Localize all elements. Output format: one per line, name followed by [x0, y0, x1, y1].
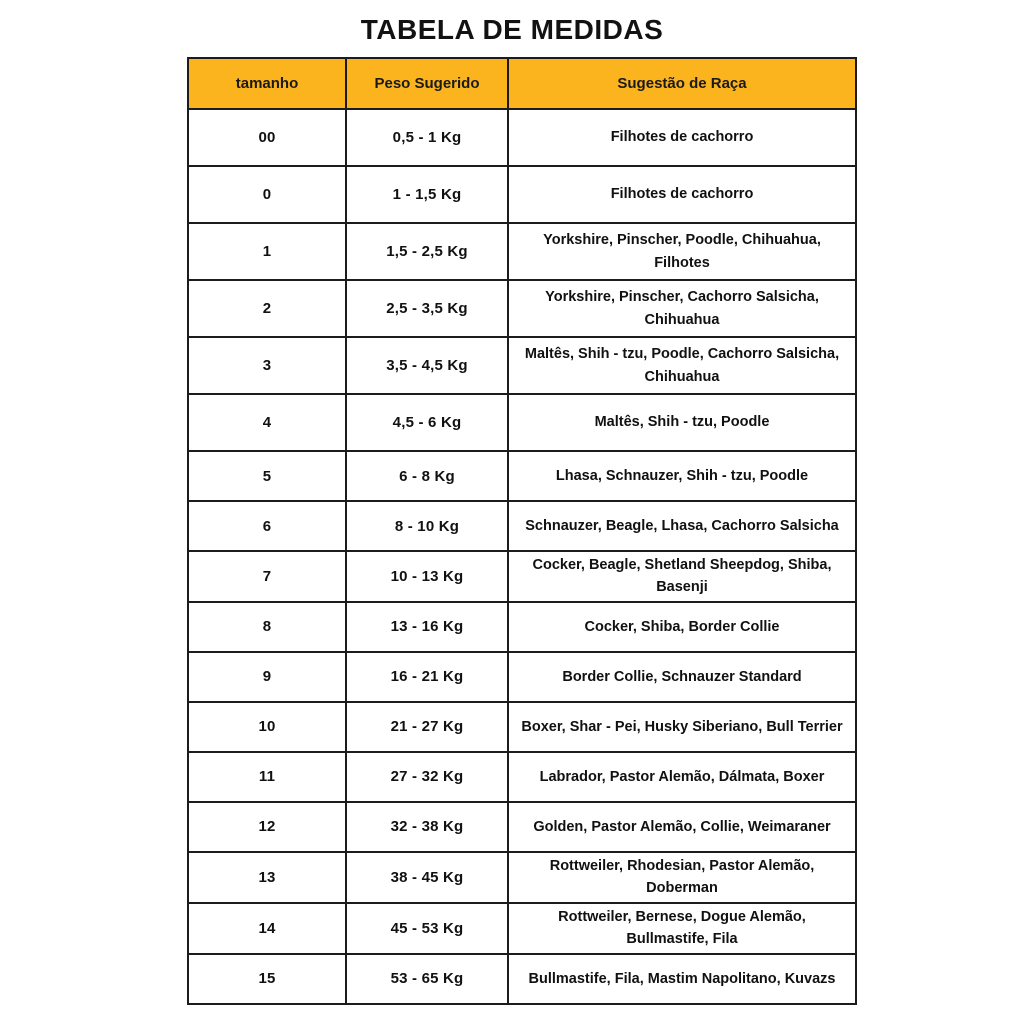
breeds-cell: Border Collie, Schnauzer Standard [508, 652, 856, 702]
header-row [188, 58, 856, 109]
weight-cell: 32 - 38 Kg [346, 802, 508, 852]
table-row [188, 223, 856, 280]
size-cell: 15 [188, 954, 346, 1004]
size-cell: 00 [188, 109, 346, 166]
weight-cell: 4,5 - 6 Kg [346, 394, 508, 451]
size-cell: 7 [188, 551, 346, 602]
size-cell: 1 [188, 223, 346, 280]
breeds-cell: Filhotes de cachorro [508, 166, 856, 223]
table-row [188, 852, 856, 903]
breeds-cell: Cocker, Shiba, Border Collie [508, 602, 856, 652]
table-row [188, 166, 856, 223]
breeds-cell: Labrador, Pastor Alemão, Dálmata, Boxer [508, 752, 856, 802]
weight-cell: 6 - 8 Kg [346, 451, 508, 501]
weight-cell: 45 - 53 Kg [346, 903, 508, 954]
weight-cell: 3,5 - 4,5 Kg [346, 337, 508, 394]
table-row [188, 652, 856, 702]
size-cell: 6 [188, 501, 346, 551]
table-row [188, 280, 856, 337]
weight-cell: 27 - 32 Kg [346, 752, 508, 802]
breeds-cell: Bullmastife, Fila, Mastim Napolitano, Kuvazs [508, 954, 856, 1004]
table-row [188, 451, 856, 501]
table-row [188, 337, 856, 394]
breeds-cell: Rottweiler, Rhodesian, Pastor Alemão, Doberman [508, 852, 856, 903]
weight-cell: 38 - 45 Kg [346, 852, 508, 903]
weight-cell: 53 - 65 Kg [346, 954, 508, 1004]
column-header-weight: Peso Sugerido [346, 58, 508, 109]
size-cell: 4 [188, 394, 346, 451]
weight-cell: 21 - 27 Kg [346, 702, 508, 752]
breeds-cell: Golden, Pastor Alemão, Collie, Weimaraner [508, 802, 856, 852]
breeds-cell: Boxer, Shar - Pei, Husky Siberiano, Bull Terrier [508, 702, 856, 752]
size-cell: 3 [188, 337, 346, 394]
size-cell: 9 [188, 652, 346, 702]
weight-cell: 8 - 10 Kg [346, 501, 508, 551]
table-row [188, 394, 856, 451]
breeds-cell: Maltês, Shih - tzu, Poodle, Cachorro Salsicha, Chihuahua [508, 337, 856, 394]
size-cell: 0 [188, 166, 346, 223]
table-row [188, 802, 856, 852]
table-row [188, 702, 856, 752]
weight-cell: 13 - 16 Kg [346, 602, 508, 652]
table-row [188, 602, 856, 652]
size-cell: 10 [188, 702, 346, 752]
weight-cell: 0,5 - 1 Kg [346, 109, 508, 166]
size-cell: 11 [188, 752, 346, 802]
breeds-cell: Yorkshire, Pinscher, Cachorro Salsicha, Chihuahua [508, 280, 856, 337]
size-cell: 12 [188, 802, 346, 852]
weight-cell: 1,5 - 2,5 Kg [346, 223, 508, 280]
column-header-size: tamanho [188, 58, 346, 109]
size-cell: 8 [188, 602, 346, 652]
weight-cell: 1 - 1,5 Kg [346, 166, 508, 223]
breeds-cell: Yorkshire, Pinscher, Poodle, Chihuahua, Filhotes [508, 223, 856, 280]
breeds-cell: Lhasa, Schnauzer, Shih - tzu, Poodle [508, 451, 856, 501]
breeds-cell: Filhotes de cachorro [508, 109, 856, 166]
size-cell: 2 [188, 280, 346, 337]
size-cell: 14 [188, 903, 346, 954]
size-cell: 13 [188, 852, 346, 903]
table-row [188, 954, 856, 1004]
weight-cell: 2,5 - 3,5 Kg [346, 280, 508, 337]
breeds-cell: Cocker, Beagle, Shetland Sheepdog, Shiba, Basenji [508, 551, 856, 602]
breeds-cell: Schnauzer, Beagle, Lhasa, Cachorro Salsicha [508, 501, 856, 551]
table-row [188, 501, 856, 551]
table-row [188, 551, 856, 602]
weight-cell: 10 - 13 Kg [346, 551, 508, 602]
page-title: TABELA DE MEDIDAS [360, 14, 664, 45]
size-cell: 5 [188, 451, 346, 501]
breeds-cell: Maltês, Shih - tzu, Poodle [508, 394, 856, 451]
table-row [188, 903, 856, 954]
size-table [187, 57, 857, 1005]
table-row [188, 109, 856, 166]
breeds-cell: Rottweiler, Bernese, Dogue Alemão, Bullmastife, Fila [508, 903, 856, 954]
table-row [188, 752, 856, 802]
weight-cell: 16 - 21 Kg [346, 652, 508, 702]
column-header-breeds: Sugestão de Raça [508, 58, 856, 109]
